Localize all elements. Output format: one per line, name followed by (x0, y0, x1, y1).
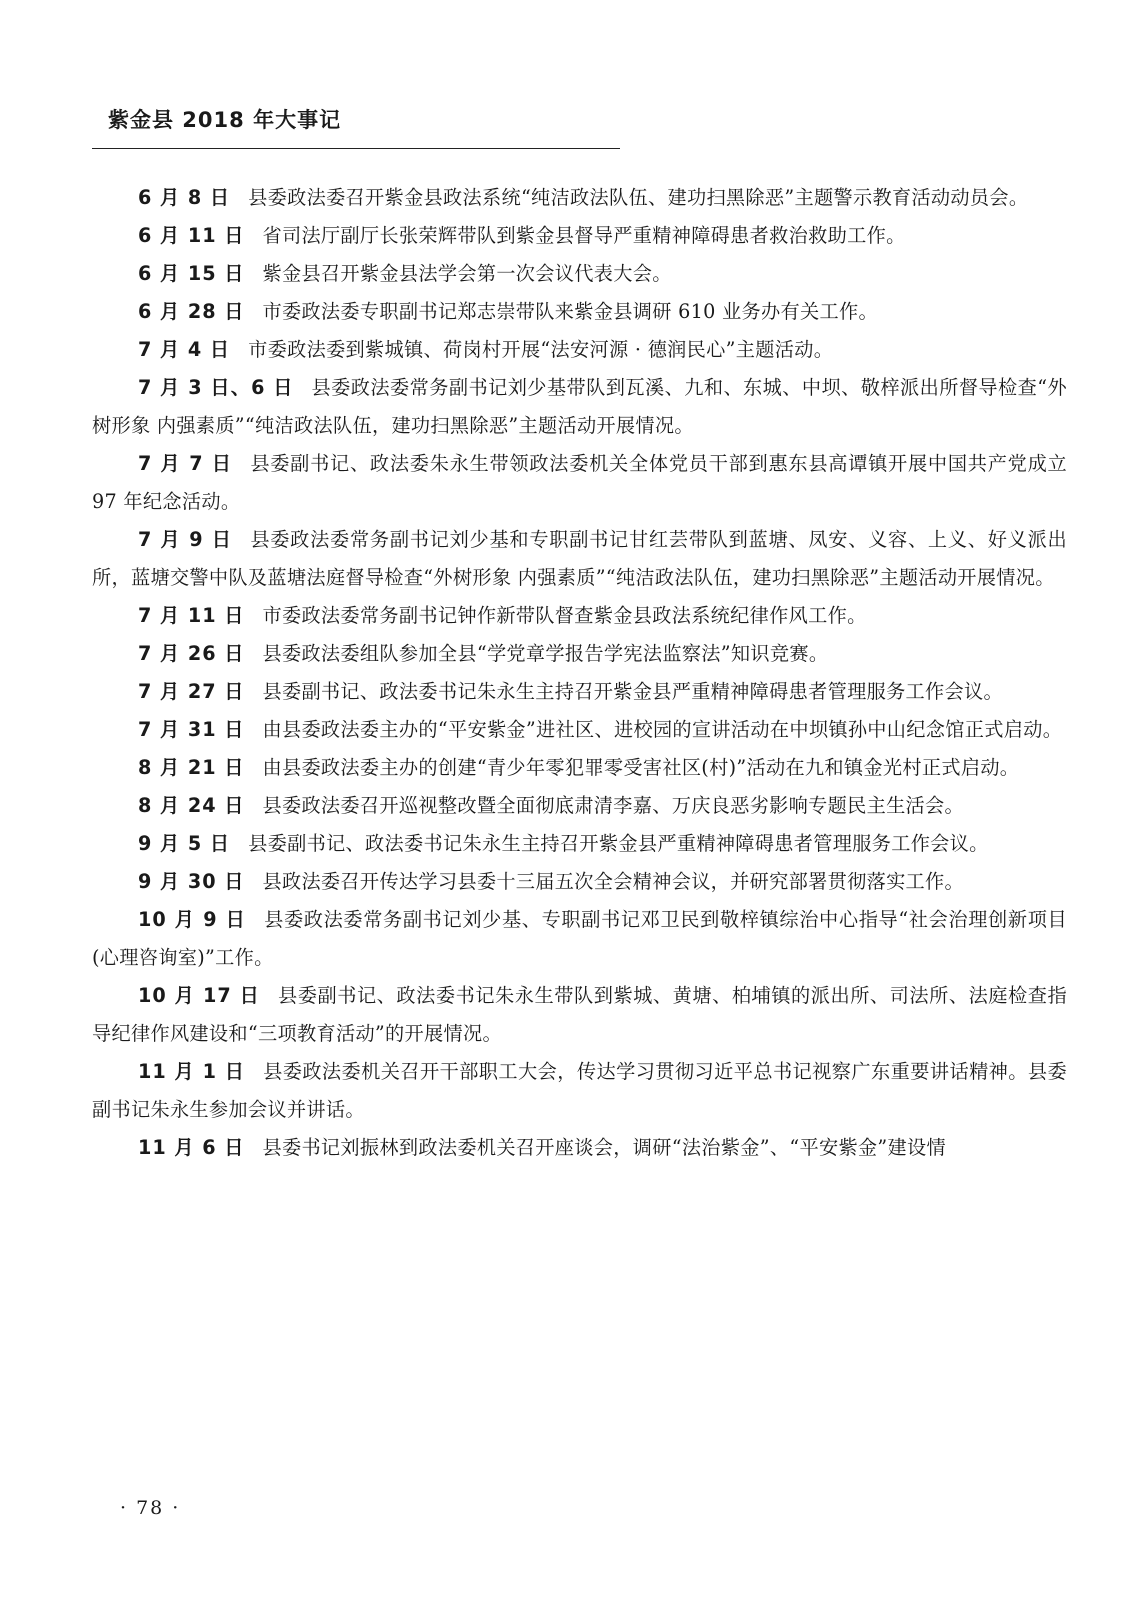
entry-date: 7 月 11 日 (138, 604, 245, 627)
entry-text: 县委书记刘振林到政法委机关召开座谈会，调研“法治紫金”、“平安紫金”建设情 (262, 1136, 946, 1159)
chronicle-entry (92, 635, 1067, 673)
chronicle-entry (92, 217, 1067, 255)
chronicle-entry (92, 711, 1067, 749)
entry-text: 县委副书记、政法委朱永生带领政法委机关全体党员干部到惠东县高谭镇开展中国共产党成立 97 年纪念活动。 (92, 452, 1067, 513)
chronicle-entry (92, 445, 1067, 521)
entry-text: 县委副书记、政法委书记朱永生主持召开紫金县严重精神障碍患者管理服务工作会议。 (262, 680, 1003, 703)
entry-text: 由县委政法委主办的创建“青少年零犯罪零受害社区(村)”活动在九和镇金光村正式启动。 (262, 756, 1020, 779)
chronicle-entry (92, 901, 1067, 977)
entry-text: 县委副书记、政法委书记朱永生带队到紫城、黄塘、柏埔镇的派出所、司法所、法庭检查指导纪律作风建设和“三项教育活动”的开展情况。 (92, 984, 1067, 1045)
chronicle-entry (92, 293, 1067, 331)
entry-text: 县委政法委常务副书记刘少基、专职副书记邓卫民到敬梓镇综治中心指导“社会治理创新项目(心理咨询室)”工作。 (92, 908, 1067, 969)
entry-text: 由县委政法委主办的“平安紫金”进社区、进校园的宣讲活动在中坝镇孙中山纪念馆正式启动。 (262, 718, 1063, 741)
entry-text: 县委政法委召开紫金县政法系统“纯洁政法队伍、建功扫黑除恶”主题警示教育活动动员会。 (248, 186, 1029, 209)
entry-text: 市委政法委到紫城镇、荷岗村开展“法安河源 · 德润民心”主题活动。 (248, 338, 834, 361)
entry-date: 7 月 26 日 (138, 642, 245, 665)
entry-date: 11 月 1 日 (138, 1060, 246, 1083)
entry-text: 省司法厅副厅长张荣辉带队到紫金县督导严重精神障碍患者救治救助工作。 (262, 224, 906, 247)
entry-text: 县委副书记、政法委书记朱永生主持召开紫金县严重精神障碍患者管理服务工作会议。 (248, 832, 989, 855)
entry-text: 市委政法委常务副书记钟作新带队督查紫金县政法系统纪律作风工作。 (262, 604, 867, 627)
chronicle-entry (92, 179, 1067, 217)
entry-text: 紫金县召开紫金县法学会第一次会议代表大会。 (262, 262, 672, 285)
entry-date: 8 月 21 日 (138, 756, 245, 779)
entry-date: 9 月 30 日 (138, 870, 245, 893)
entry-date: 9 月 5 日 (138, 832, 231, 855)
entry-text: 县政法委召开传达学习县委十三届五次全会精神会议，并研究部署贯彻落实工作。 (262, 870, 965, 893)
chronicle-entry (92, 863, 1067, 901)
chronicle-entry (92, 787, 1067, 825)
entry-date: 7 月 7 日 (138, 452, 233, 475)
chronicle-entry (92, 369, 1067, 445)
header-rule (92, 148, 620, 149)
entry-date: 11 月 6 日 (138, 1136, 245, 1159)
entry-date: 7 月 27 日 (138, 680, 245, 703)
chronicle-entry (92, 673, 1067, 711)
entry-date: 7 月 3 日、6 日 (138, 376, 294, 399)
entry-date: 7 月 31 日 (138, 718, 245, 741)
chronicle-entry (92, 1129, 1067, 1167)
entry-date: 6 月 11 日 (138, 224, 245, 247)
entry-text: 县委政法委组队参加全县“学党章学报告学宪法监察法”知识竞赛。 (262, 642, 829, 665)
chronicle-entry (92, 825, 1067, 863)
entry-date: 10 月 17 日 (138, 984, 261, 1007)
chronicle-entry (92, 331, 1067, 369)
chronicle-entry (92, 597, 1067, 635)
entry-date: 8 月 24 日 (138, 794, 245, 817)
chronicle-entry (92, 1053, 1067, 1129)
chronicle-entry (92, 255, 1067, 293)
entry-text: 县委政法委常务副书记刘少基和专职副书记甘红芸带队到蓝塘、凤安、义容、上义、好义派出所，蓝塘交警中队及蓝塘法庭督导检查“外树形象 内强素质”“纯洁政法队伍，建功扫黑除恶”主题活动开展情况。 (92, 528, 1067, 589)
chronicle-entry (92, 521, 1067, 597)
chronicle-entries (92, 179, 1067, 1167)
page-number: · 78 · (120, 1497, 181, 1519)
entry-text: 县委政法委机关召开干部职工大会，传达学习贯彻习近平总书记视察广东重要讲话精神。县委副书记朱永生参加会议并讲话。 (92, 1060, 1067, 1121)
entry-text: 县委政法委常务副书记刘少基带队到瓦溪、九和、东城、中坝、敬梓派出所督导检查“外树形象 内强素质”“纯洁政法队伍，建功扫黑除恶”主题活动开展情况。 (92, 376, 1067, 437)
running-head-title: 紫金县 2018 年大事记 (108, 108, 342, 132)
chronicle-entry (92, 749, 1067, 787)
entry-date: 7 月 9 日 (138, 528, 233, 551)
entry-date: 6 月 8 日 (138, 186, 231, 209)
entry-text: 市委政法委专职副书记郑志崇带队来紫金县调研 610 业务办有关工作。 (262, 300, 878, 323)
entry-date: 6 月 15 日 (138, 262, 245, 285)
chronicle-entry (92, 977, 1067, 1053)
entry-date: 7 月 4 日 (138, 338, 231, 361)
entry-date: 6 月 28 日 (138, 300, 245, 323)
entry-text: 县委政法委召开巡视整改暨全面彻底肃清李嘉、万庆良恶劣影响专题民主生活会。 (262, 794, 965, 817)
entry-date: 10 月 9 日 (138, 908, 247, 931)
